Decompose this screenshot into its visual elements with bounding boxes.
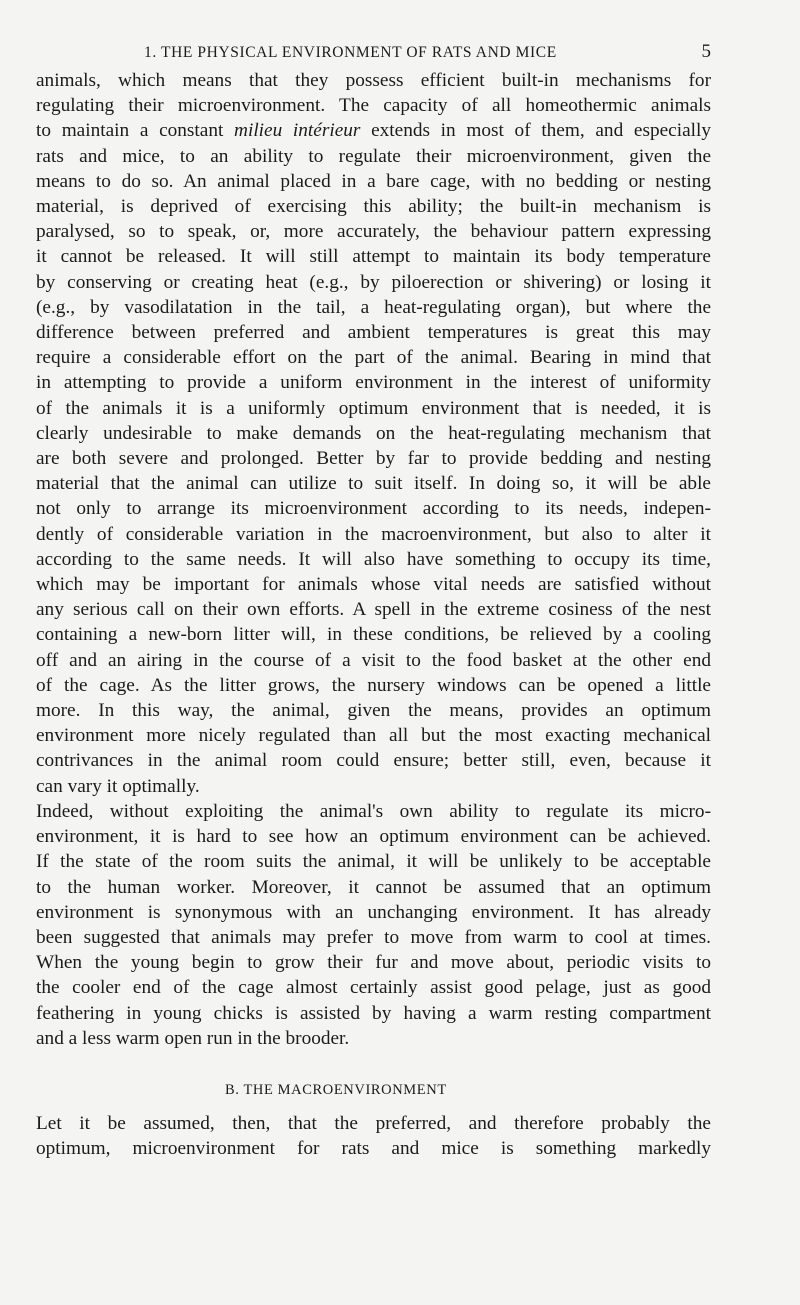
text-line: material, is deprived of exercising this ability; the built-in mechanism is xyxy=(36,196,711,218)
text-line: the cooler end of the cage almost certainly assist good pelage, just as good xyxy=(36,977,711,999)
text-fragment: to maintain a constant xyxy=(36,120,235,142)
text-line: paralysed, so to speak, or, more accurately, the behaviour pattern expressing xyxy=(36,221,711,243)
text-line: Indeed, without exploiting the animal's own ability to regulate its micro- xyxy=(36,800,711,822)
text-line: can vary it optimally. xyxy=(36,775,200,797)
text-line: contrivances in the animal room could ensure; better still, even, because it xyxy=(36,750,711,772)
text-line: difference between preferred and ambient temperatures is great this may xyxy=(36,322,711,344)
page-number: 5 xyxy=(701,41,711,62)
text-line: When the young begin to grow their fur and move about, periodic visits to xyxy=(36,952,711,974)
text-line: of the animals it is a uniformly optimum environment that is needed, it is xyxy=(36,397,711,419)
text-fragment: extends in most of them, and especially xyxy=(360,120,711,142)
text-line: which may be important for animals whose vital needs are satisfied without xyxy=(36,574,711,596)
text-line: been suggested that animals may prefer to move from warm to cool at times. xyxy=(36,926,711,948)
text-line: any serious call on their own efforts. A spell in the extreme cosiness of the nest xyxy=(36,599,711,621)
section-heading: B. THE MACROENVIRONMENT xyxy=(225,1081,447,1098)
paragraph-3 xyxy=(36,1111,711,1161)
text-line: animals, which means that they possess efficient built-in mechanisms for xyxy=(36,70,711,91)
running-head-title: 1. THE PHYSICAL ENVIRONMENT OF RATS AND MICE xyxy=(144,44,557,61)
running-head xyxy=(36,38,711,68)
text-line: means to do so. An animal placed in a bare cage, with no bedding or nesting xyxy=(36,170,711,192)
text-line: require a considerable effort on the part of the animal. Bearing in mind that xyxy=(36,347,711,369)
italic-phrase: milieu intérieur xyxy=(234,120,361,142)
text-line: (e.g., by vasodilatation in the tail, a heat-regulating organ), but where the xyxy=(36,296,711,318)
text-line: off and an airing in the course of a visit to the food basket at the other end xyxy=(36,649,711,671)
text-line: Let it be assumed, then, that the preferred, and therefore probably the xyxy=(36,1112,711,1134)
text-line: clearly undesirable to make demands on the heat-regulating mechanism that xyxy=(36,422,711,444)
paragraph-1 xyxy=(36,68,711,799)
text-line: it cannot be released. It will still attempt to maintain its body temperature xyxy=(36,246,711,268)
text-line-with-italic xyxy=(36,118,711,143)
text-line: and a less warm open run in the brooder. xyxy=(36,1027,350,1049)
text-line: If the state of the room suits the animal, it will be unlikely to be acceptable xyxy=(36,851,711,873)
text-line: material that the animal can utilize to suit itself. In doing so, it will be able xyxy=(36,473,711,495)
book-page xyxy=(36,38,711,1161)
text-line: containing a new-born litter will, in these conditions, be relieved by a cooling xyxy=(36,624,711,646)
paragraph-2 xyxy=(36,799,711,1051)
text-line: feathering in young chicks is assisted by having a warm resting compartment xyxy=(36,1002,711,1024)
text-line: environment more nicely regulated than all but the most exacting mechanical xyxy=(36,725,711,747)
text-line: of the cage. As the litter grows, the nursery windows can be opened a little xyxy=(36,674,711,696)
text-line: rats and mice, to an ability to regulate their microenvironment, given the xyxy=(36,145,711,167)
text-line: by conserving or creating heat (e.g., by piloerection or shivering) or losing it xyxy=(36,271,711,293)
text-line: are both severe and prolonged. Better by far to provide bedding and nesting xyxy=(36,448,711,470)
text-line: not only to arrange its microenvironment according to its needs, indepen- xyxy=(36,498,711,520)
text-line: in attempting to provide a uniform environment in the interest of uniformity xyxy=(36,372,711,394)
text-line: according to the same needs. It will also have something to occupy its time, xyxy=(36,548,711,570)
text-line: optimum, microenvironment for rats and mice is something markedly xyxy=(36,1138,711,1160)
text-line: environment, it is hard to see how an optimum environment can be achieved. xyxy=(36,826,711,848)
text-line: to the human worker. Moreover, it cannot be assumed that an optimum xyxy=(36,876,711,898)
text-line: regulating their microenvironment. The capacity of all homeothermic animals xyxy=(36,95,711,117)
text-line: dently of considerable variation in the macroenvironment, but also to alter it xyxy=(36,523,711,545)
text-line: environment is synonymous with an unchanging environment. It has already xyxy=(36,901,711,923)
text-line: more. In this way, the animal, given the means, provides an optimum xyxy=(36,700,711,722)
